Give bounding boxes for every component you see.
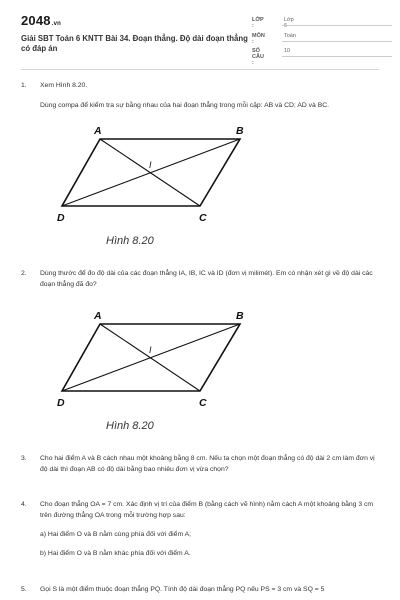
site-logo[interactable] [21,13,61,28]
document-title: Giải SBT Toán 6 KNTT Bài 34. Đoạn thẳng. Độ dài đoạn thẳng có đáp án [21,34,248,53]
figure-parallelogram-2 [0,300,400,440]
label-b: B [236,125,244,137]
meta-underline [282,25,392,26]
question-body [40,584,379,595]
meta-subject-value: Toán [284,33,296,39]
label-a: A [94,125,102,137]
meta-grade-key: LỚP : [252,17,264,29]
question-number: 2. [21,270,27,277]
figure-caption: Hình 8.20 [106,420,154,432]
meta-count-value: 10 [284,48,291,54]
header-divider [21,69,379,70]
question-text: Dùng thước để đo độ dài của các đoạn thẳng IA, IB, IC và ID (đơn vị milimét). Em có nhận xét gì về độ dài các đoạn thẳng đã đo? [40,270,373,288]
question-number: 3. [21,455,27,462]
meta-grade-value: Lớp 6 [284,17,294,29]
label-a: A [94,310,102,322]
question-body [40,80,379,111]
label-b: B [236,310,244,322]
meta-underline [282,56,392,57]
question-number: 1. [21,82,27,89]
figure-parallelogram-1 [0,115,400,255]
question-option-a: a) Hai điểm O và B nằm cùng phía đối với điểm A; [40,531,192,538]
meta-underline [282,41,392,42]
label-c: C [199,397,207,409]
question-text: Xem Hình 8.20. [40,82,88,89]
label-c: C [199,212,207,224]
label-d: D [57,397,65,409]
question-body [40,453,379,475]
diagonal-bd [62,324,240,391]
question-number: 5. [21,586,27,593]
question-text: Gọi S là một điểm thuộc đoạn thẳng PQ. Tính độ dài đoạn thẳng PQ nếu PS = 3 cm và SQ = 5 [40,586,325,593]
question-text: Cho hai điểm A và B cách nhau một khoảng bằng 8 cm. Nếu ta chọn một đoạn thẳng có độ dài 2 cm làm đơn vị độ dài thì đoạn AB có độ dài bằng bao nhiêu đơn vị vừa chọn? [40,455,375,473]
question-text: Dùng compa để kiểm tra sự bằng nhau của hai đoạn thẳng trong mỗi cặp: AB và CD; AD và BC. [40,102,330,109]
question-option-b: b) Hai điểm O và B nằm khác phía đối với điểm A. [40,550,191,557]
question-body [40,499,379,559]
question-number: 4. [21,501,27,508]
meta-subject-key: MÔN : [252,33,265,45]
figure-caption: Hình 8.20 [106,235,154,247]
diagonal-bd [62,139,240,206]
label-d: D [57,212,65,224]
meta-count-key: SỐ CÂU : [252,48,264,66]
logo-suffix: .vn [51,21,62,27]
question-text: Cho đoạn thẳng OA = 7 cm. Xác định vị trí của điểm B (bằng cách vẽ hình) nằm cách A một khoảng bằng 3 cm trên đường thẳng OA trong mỗi trường hợp sau: [40,501,374,519]
logo-text: 2048 [21,13,51,28]
label-i: I [149,345,152,355]
label-i: I [149,160,152,170]
question-body [40,268,379,290]
